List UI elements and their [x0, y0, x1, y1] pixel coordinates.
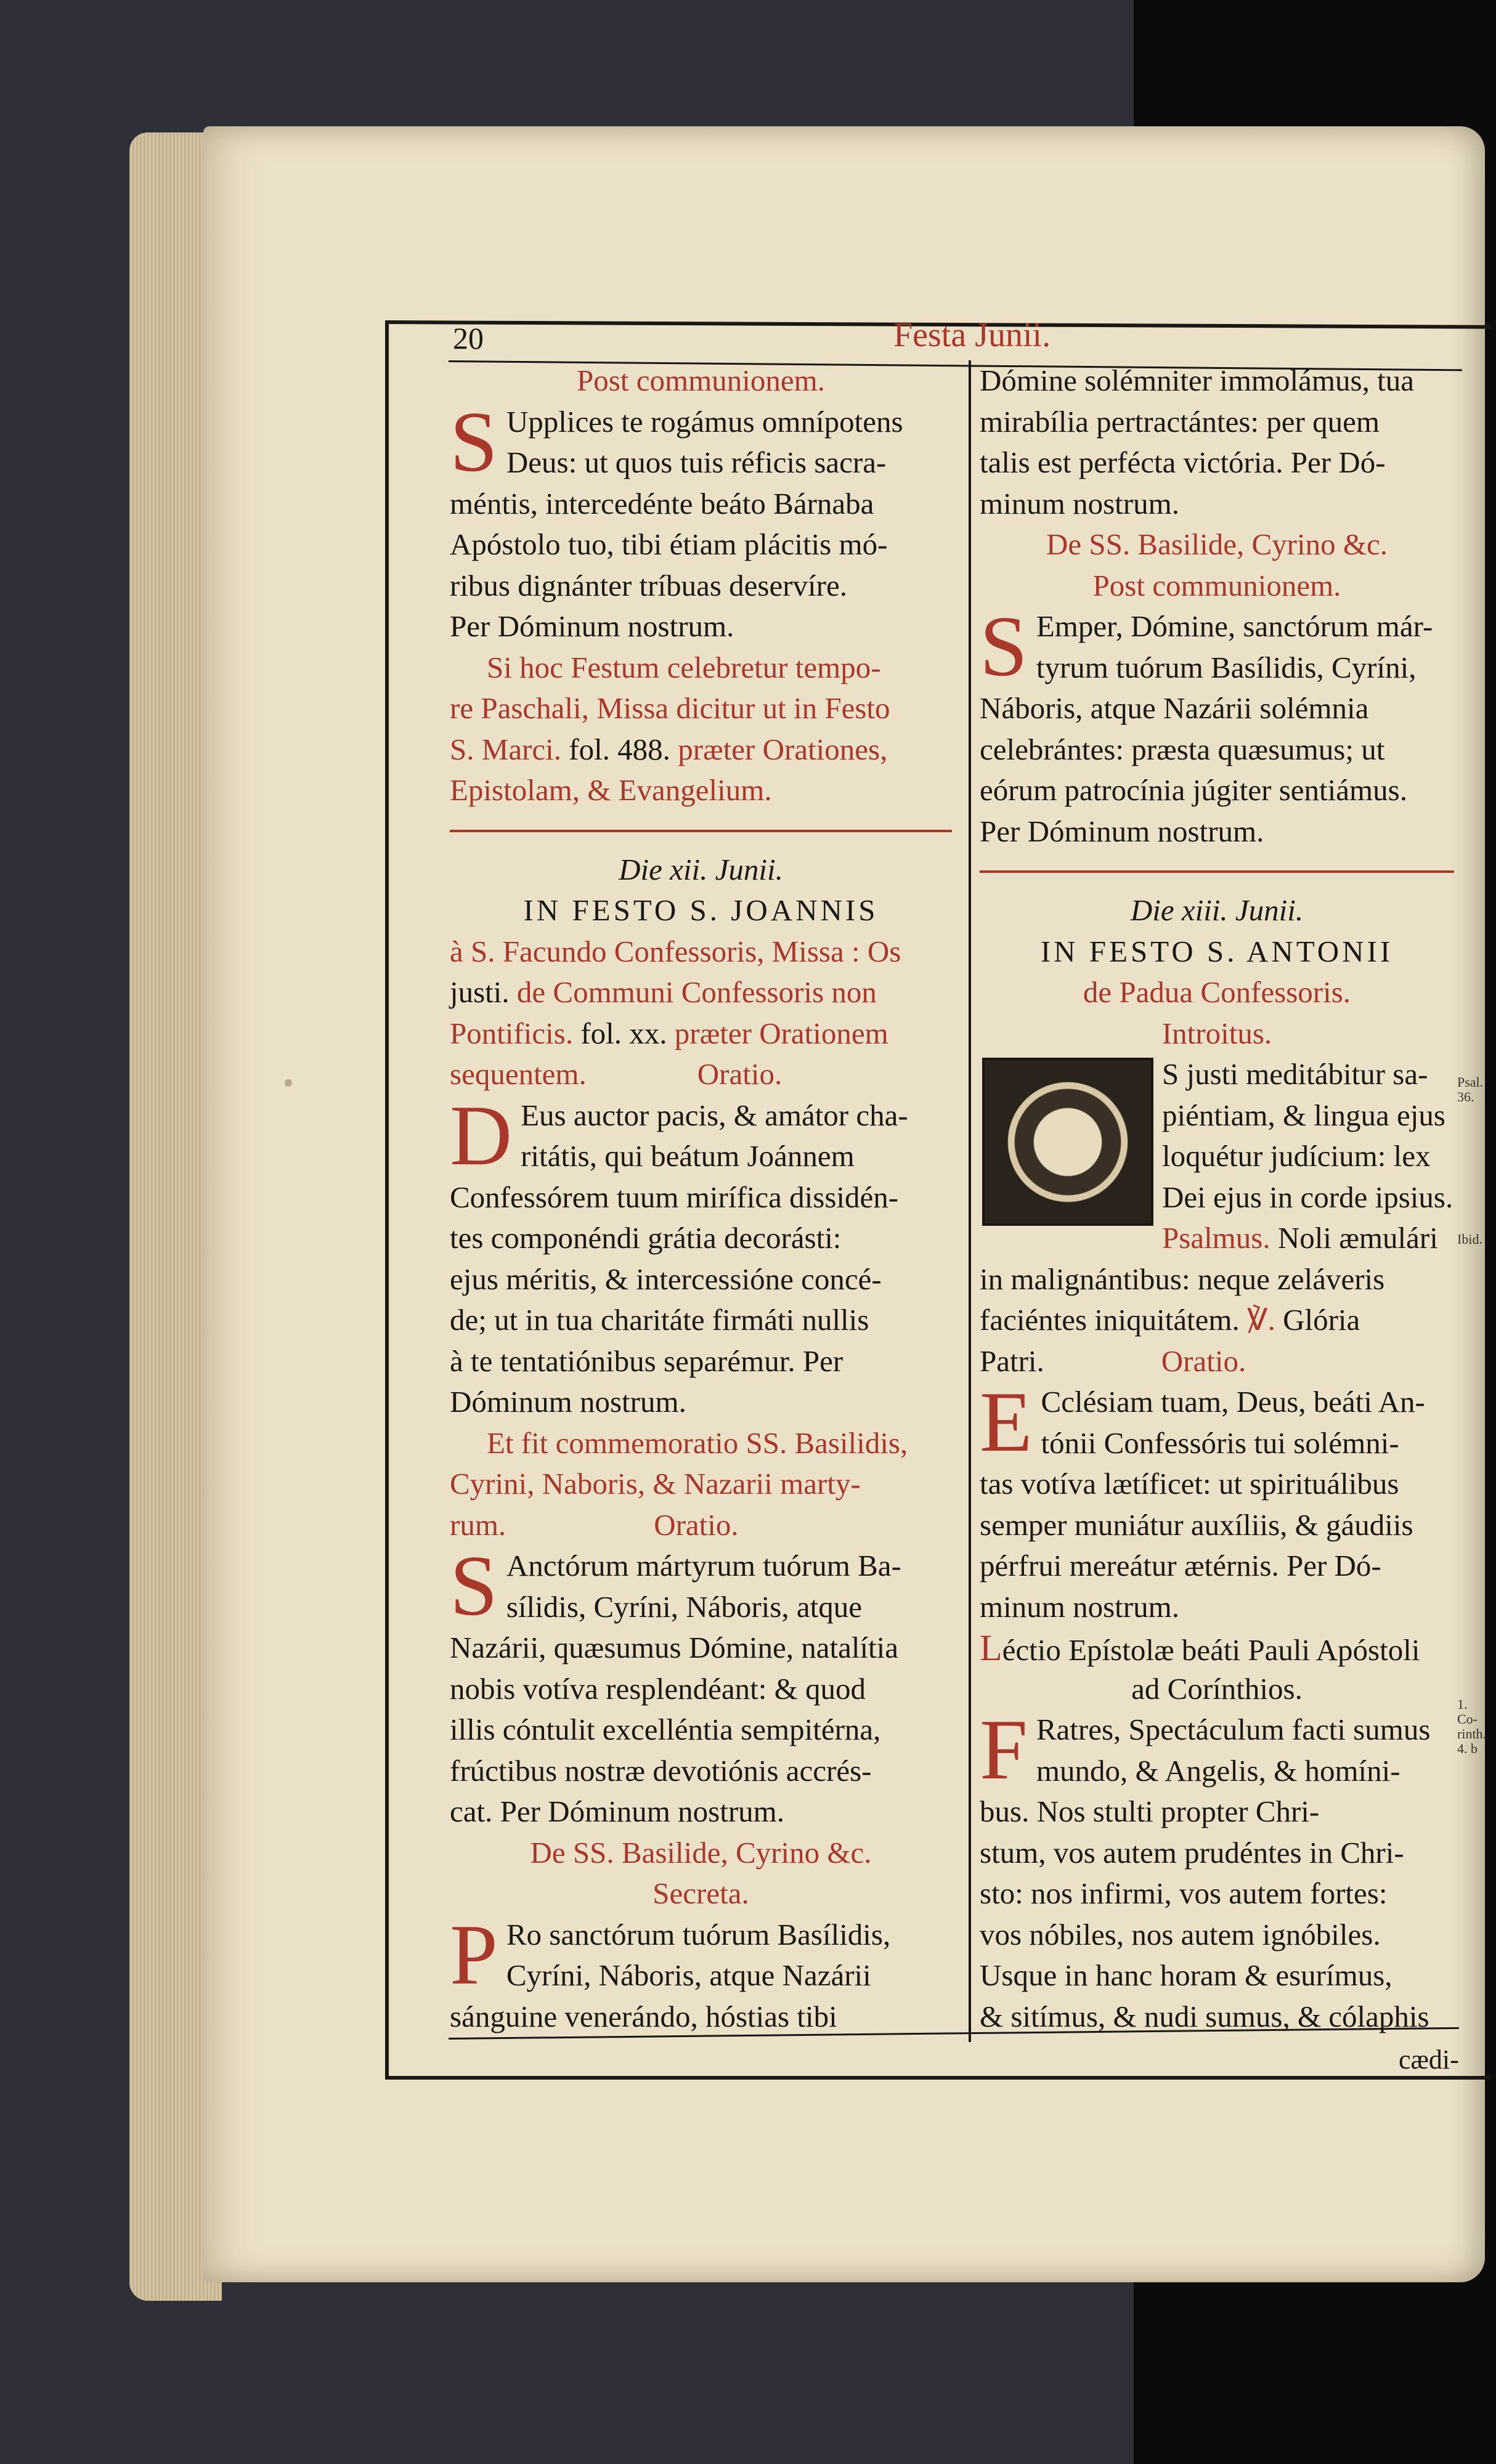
margin-note-corinthians: 1. Co- rinth. 4. b [1457, 1696, 1487, 1756]
text: éctio Epístolæ beáti Pauli Apóstoli [1002, 1633, 1420, 1667]
text-line: S justi meditábitur sa- [1162, 1057, 1428, 1091]
date-line: Die xiii. Junii. [1130, 893, 1304, 927]
text-line: Upplices te rogámus omnípotens [506, 404, 903, 439]
text-line: stum, vos autem prudéntes in Chri- [980, 1835, 1404, 1870]
margin-note-psalm: Psal. 36. [1457, 1074, 1484, 1104]
rubric-line [450, 1054, 952, 1095]
rubric-text: sequentem. [450, 1057, 587, 1091]
text-line: Ratres, Spectáculum facti sumus [1036, 1712, 1431, 1746]
initial-l: L [980, 1627, 1002, 1668]
rubric-text: de Communi Confessoris non [509, 975, 877, 1009]
incipit: justi. [450, 975, 510, 1009]
margin-note-ibid: Ibid. [1457, 1231, 1482, 1247]
text-line: Deus: ut quos tuis réficis sacra- [506, 445, 887, 479]
drop-capital: S [450, 394, 498, 490]
text-line: de; ut in tua charitáte firmáti nullis [450, 1303, 869, 1337]
text-line: semper muniátur auxíliis, & gáudiis [980, 1507, 1413, 1542]
folio-reference: fol. 488. [569, 732, 670, 766]
feast-title: IN FESTO S. JOANNIS [523, 893, 879, 927]
text-line: Apóstolo tuo, tibi étiam plácitis mó- [450, 527, 888, 561]
heading: De SS. Basilide, Cyrino &c. [530, 1835, 872, 1870]
text-line: Per Dóminum nostrum. [450, 609, 734, 643]
text-line: Per Dóminum nostrum. [980, 814, 1264, 848]
text-line: tónii Confessóris tui solémni- [1041, 1425, 1399, 1460]
text: Glória [1275, 1303, 1360, 1337]
drop-capital: F [980, 1702, 1028, 1797]
text: Patri. [980, 1343, 1044, 1378]
ink-spot [285, 1079, 292, 1087]
rubric-text: S. Marci. [450, 732, 569, 766]
text-line: Dóminum nostrum. [450, 1385, 686, 1419]
heading: Secreta. [652, 1876, 749, 1910]
text-line: eórum patrocínia júgiter sentiámus. [980, 773, 1407, 807]
text-line: loquétur judícium: lex [1162, 1139, 1431, 1173]
text-line: sto: nos infirmi, vos autem fortes: [980, 1876, 1388, 1910]
rubric-text: Pontificis. [450, 1016, 581, 1050]
text-line: Confessórem tuum mirífica dissidén- [450, 1180, 899, 1214]
text-line [980, 1627, 1454, 1669]
heading: Post communionem. [577, 363, 825, 397]
left-column [450, 360, 952, 2037]
rubric-line: Cyrini, Naboris, & Nazarii marty- [450, 1467, 861, 1501]
rubric-line [450, 972, 952, 1013]
psalm-label: Psalmus. [1162, 1221, 1270, 1255]
rubric-line: Si hoc Festum celebretur tempo- [487, 650, 881, 684]
text-line: vos nóbiles, nos autem ignóbiles. [980, 1917, 1381, 1951]
section-label: Oratio. [654, 1507, 739, 1542]
text-line: ribus dignánter tríbuas deservíre. [450, 568, 847, 602]
rubric-line: re Paschali, Missa dicitur ut in Festo [450, 691, 890, 725]
text-line: Cclésiam tuam, Deus, beáti An- [1041, 1385, 1425, 1419]
text-line: Ro sanctórum tuórum Basílidis, [506, 1917, 891, 1951]
text-line: Anctórum mártyrum tuórum Ba- [506, 1549, 901, 1583]
text-line: frúctibus nostræ devotiónis accrés- [450, 1753, 872, 1788]
text-line: minum nostrum. [980, 486, 1179, 521]
text-line: talis est perfécta victória. Per Dó- [980, 445, 1386, 479]
drop-capital: S [980, 599, 1028, 694]
text-line: minum nostrum. [980, 1589, 1179, 1624]
drop-capital: S [450, 1538, 498, 1634]
rubric-line [450, 1013, 952, 1055]
text-line [980, 1341, 1454, 1382]
text-line: bus. Nos stulti propter Chri- [980, 1794, 1320, 1828]
right-column [980, 360, 1454, 2037]
text-line: pérfrui mereátur ætérnis. Per Dó- [980, 1549, 1381, 1583]
rubric-text: præter Orationes, [670, 732, 888, 766]
text-line: mundo, & Angelis, & homíni- [1036, 1753, 1400, 1788]
text-line: cat. Per Dóminum nostrum. [450, 1794, 785, 1828]
rubric-line: à S. Facundo Confessoris, Missa : Os [450, 934, 901, 968]
rubric-line [450, 1505, 952, 1546]
text-line: Náboris, atque Nazárii solémnia [980, 691, 1369, 725]
text-line: ad Corínthios. [1131, 1671, 1303, 1706]
rubric-line: Et fit commemoratio SS. Basilidis, [487, 1425, 908, 1460]
woodcut-ornament [1000, 1074, 1136, 1210]
heading: De SS. Basilide, Cyrino &c. [1046, 527, 1388, 561]
text-line: tyrum tuórum Basílidis, Cyríni, [1036, 650, 1417, 684]
text-line: celebrántes: præsta quæsumus; ut [980, 732, 1385, 766]
feast-title: IN FESTO S. ANTONII [1040, 934, 1394, 968]
text-line: Eus auctor pacis, & amátor cha- [521, 1098, 908, 1132]
text-line: mirabília pertractántes: per quem [980, 404, 1380, 439]
bottom-rule [385, 2076, 1491, 2080]
text-line: sánguine venerándo, hóstias tibi [450, 1999, 837, 2033]
date-line: Die xii. Junii. [619, 852, 783, 886]
text-line: Dei ejus in corde ipsius. [1162, 1180, 1453, 1214]
folio-reference: fol. xx. [580, 1016, 667, 1050]
rubric-line: Epistolam, & Evangelium. [450, 773, 772, 807]
text-line: à te tentatiónibus separémur. Per [450, 1343, 844, 1378]
text-line: méntis, intercedénte beáto Bárnaba [450, 486, 874, 521]
text-line: in malignántibus: neque zeláveris [980, 1262, 1385, 1296]
section-separator [450, 830, 952, 832]
text-line: ejus méritis, & intercessióne concé- [450, 1262, 882, 1296]
heading: Introitus. [1161, 1016, 1272, 1050]
drop-capital: D [450, 1087, 513, 1183]
text: faciéntes iniquitátem. [980, 1303, 1248, 1337]
catchword: cædi- [1399, 2045, 1459, 2075]
section-label: Oratio. [697, 1057, 783, 1091]
rubric-text: rum. [450, 1507, 506, 1542]
text-line: Cyríni, Náboris, atque Nazárii [506, 1958, 871, 1992]
heading: Post communionem. [1092, 568, 1341, 602]
heading: de Padua Confessoris. [1083, 975, 1351, 1009]
column-divider [969, 360, 971, 2042]
text-line: tas votíva lætíficet: ut spirituálibus [980, 1467, 1399, 1501]
text-line: Dómine solémniter immolámus, tua [980, 363, 1414, 397]
ornamental-initial-o [982, 1058, 1153, 1226]
text-line: piéntiam, & lingua ejus [1162, 1098, 1445, 1132]
text-line: & sitímus, & nudi sumus, & cólaphis [980, 1999, 1429, 2033]
rubric-line [450, 729, 952, 771]
text: Noli æmulári [1270, 1221, 1438, 1255]
running-head: Festa Junii. [893, 316, 1051, 354]
page-number: 20 [453, 321, 484, 355]
drop-capital: E [980, 1374, 1033, 1470]
text-line: sílidis, Cyríni, Náboris, atque [506, 1589, 862, 1624]
text-line: illis cóntulit excelléntia sempitérna, [450, 1712, 881, 1746]
text-line: Emper, Dómine, sanctórum már- [1036, 609, 1433, 643]
text-line: Nazárii, quæsumus Dómine, natalítia [450, 1631, 899, 1664]
text-line: Usque in hanc horam & esurímus, [980, 1958, 1392, 1992]
text-line: tes componéndi grátia decorásti: [450, 1221, 842, 1255]
section-label: Oratio. [1161, 1343, 1246, 1378]
section-separator [980, 870, 1454, 873]
drop-capital: P [450, 1907, 498, 2003]
text-line [980, 1300, 1454, 1341]
text-line: nobis votíva resplendéant: & quod [450, 1671, 866, 1706]
text-line: ritátis, qui beátum Joánnem [521, 1139, 855, 1173]
rubric-text: præter Orationem [667, 1016, 888, 1050]
left-rule [385, 320, 389, 2076]
versicle-symbol: ℣. [1247, 1303, 1275, 1337]
